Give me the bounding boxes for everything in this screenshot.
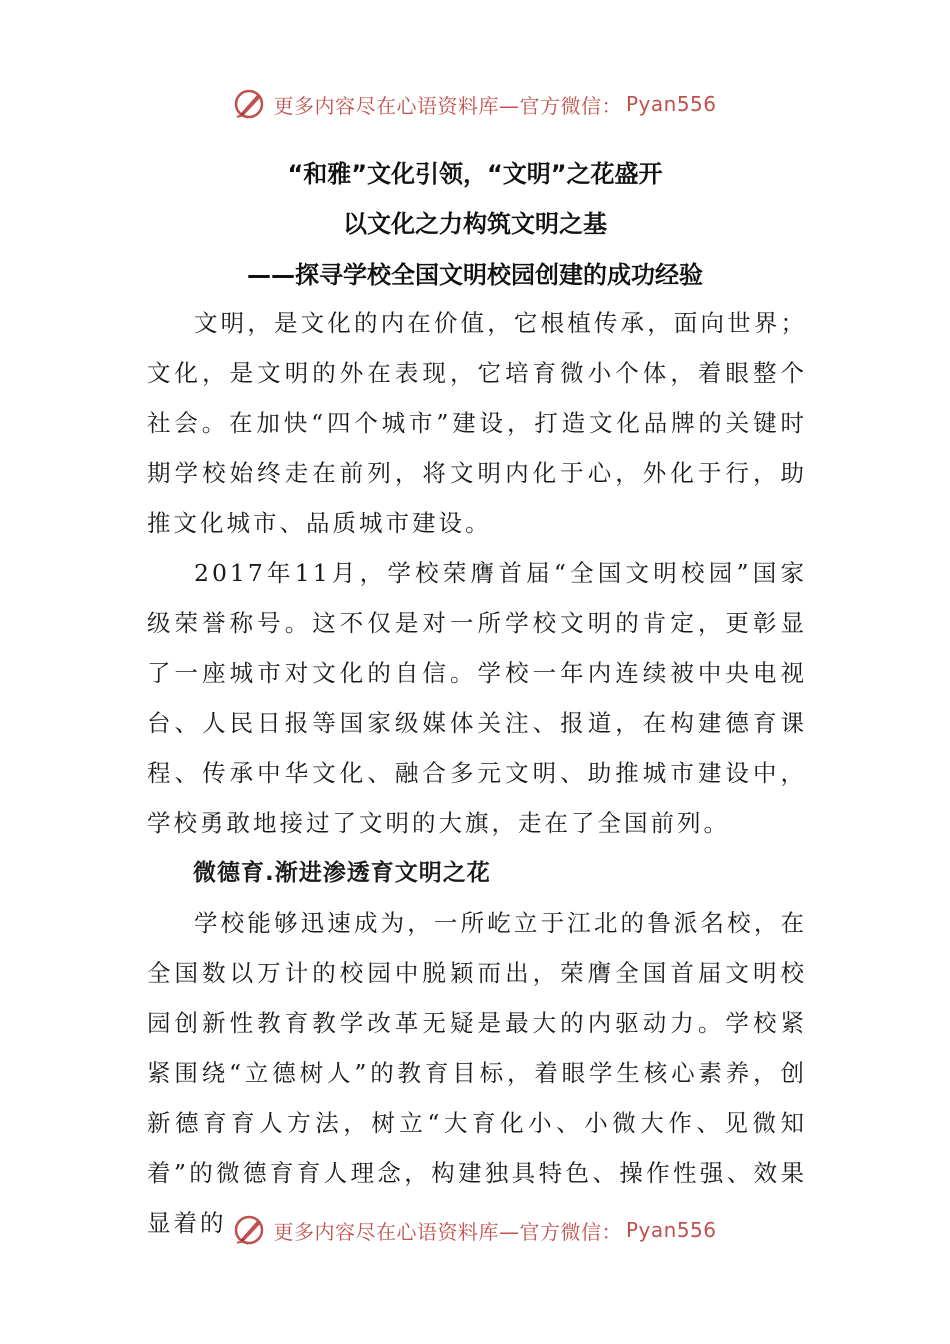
watermark-text: 更多内容尽在心语资料库—官方微信： [273, 93, 622, 118]
document-body [147, 298, 807, 1248]
document-subtitle: 以文化之力构筑文明之基 [343, 210, 607, 238]
document-title: “和雅”文化引领，“文明”之花盛开 [287, 160, 663, 188]
pen-seal-icon [233, 1213, 267, 1247]
document-subtitle-secondary: ——探寻学校全国文明校园创建的成功经验 [247, 261, 703, 289]
watermark-footer [0, 1210, 950, 1250]
paragraph-award: 2017年11月，学校荣膺首届“全国文明校园”国家级荣誉称号。这不仅是对一所学校文明的肯定，更彰显了一座城市对文化的自信。学校一年内连续被中央电视台、人民日报等国家级媒体关注、报道，在构建德育课程、传承中华文化、融合多元文明、助推城市建设中，学校勇敢地接过了文明的大旗，走在了全国前列。 [147, 559, 807, 837]
section-heading: 微德育.渐进渗透育文明之花 [193, 860, 491, 886]
watermark-text: 更多内容尽在心语资料库—官方微信： [273, 1219, 622, 1244]
paragraph-moral-education: 学校能够迅速成为，一所屹立于江北的鲁派名校，在全国数以万计的校园中脱颖而出，荣膺全国首届文明校园创新性教育教学改革无疑是最大的内驱动力。学校紧紧围绕“立德树人”的教育目标，着眼学生核心素养，创新德育育人方法，树立“大育化小、小微大作、见微知着”的微德育育人理念，构建独具特色、操作性强、效果显着的 [147, 909, 807, 1237]
watermark-wechat-id: Pyan556 [625, 92, 717, 116]
pen-seal-icon [233, 87, 267, 121]
watermark-header [0, 84, 950, 124]
watermark-wechat-id: Pyan556 [625, 1218, 717, 1242]
paragraph-intro: 文明，是文化的内在价值，它根植传承，面向世界；文化，是文明的外在表现，它培育微小个体，着眼整个社会。在加快“四个城市”建设，打造文化品牌的关键时期学校始终走在前列，将文明内化于心，外化于行，助推文化城市、品质城市建设。 [147, 309, 807, 537]
